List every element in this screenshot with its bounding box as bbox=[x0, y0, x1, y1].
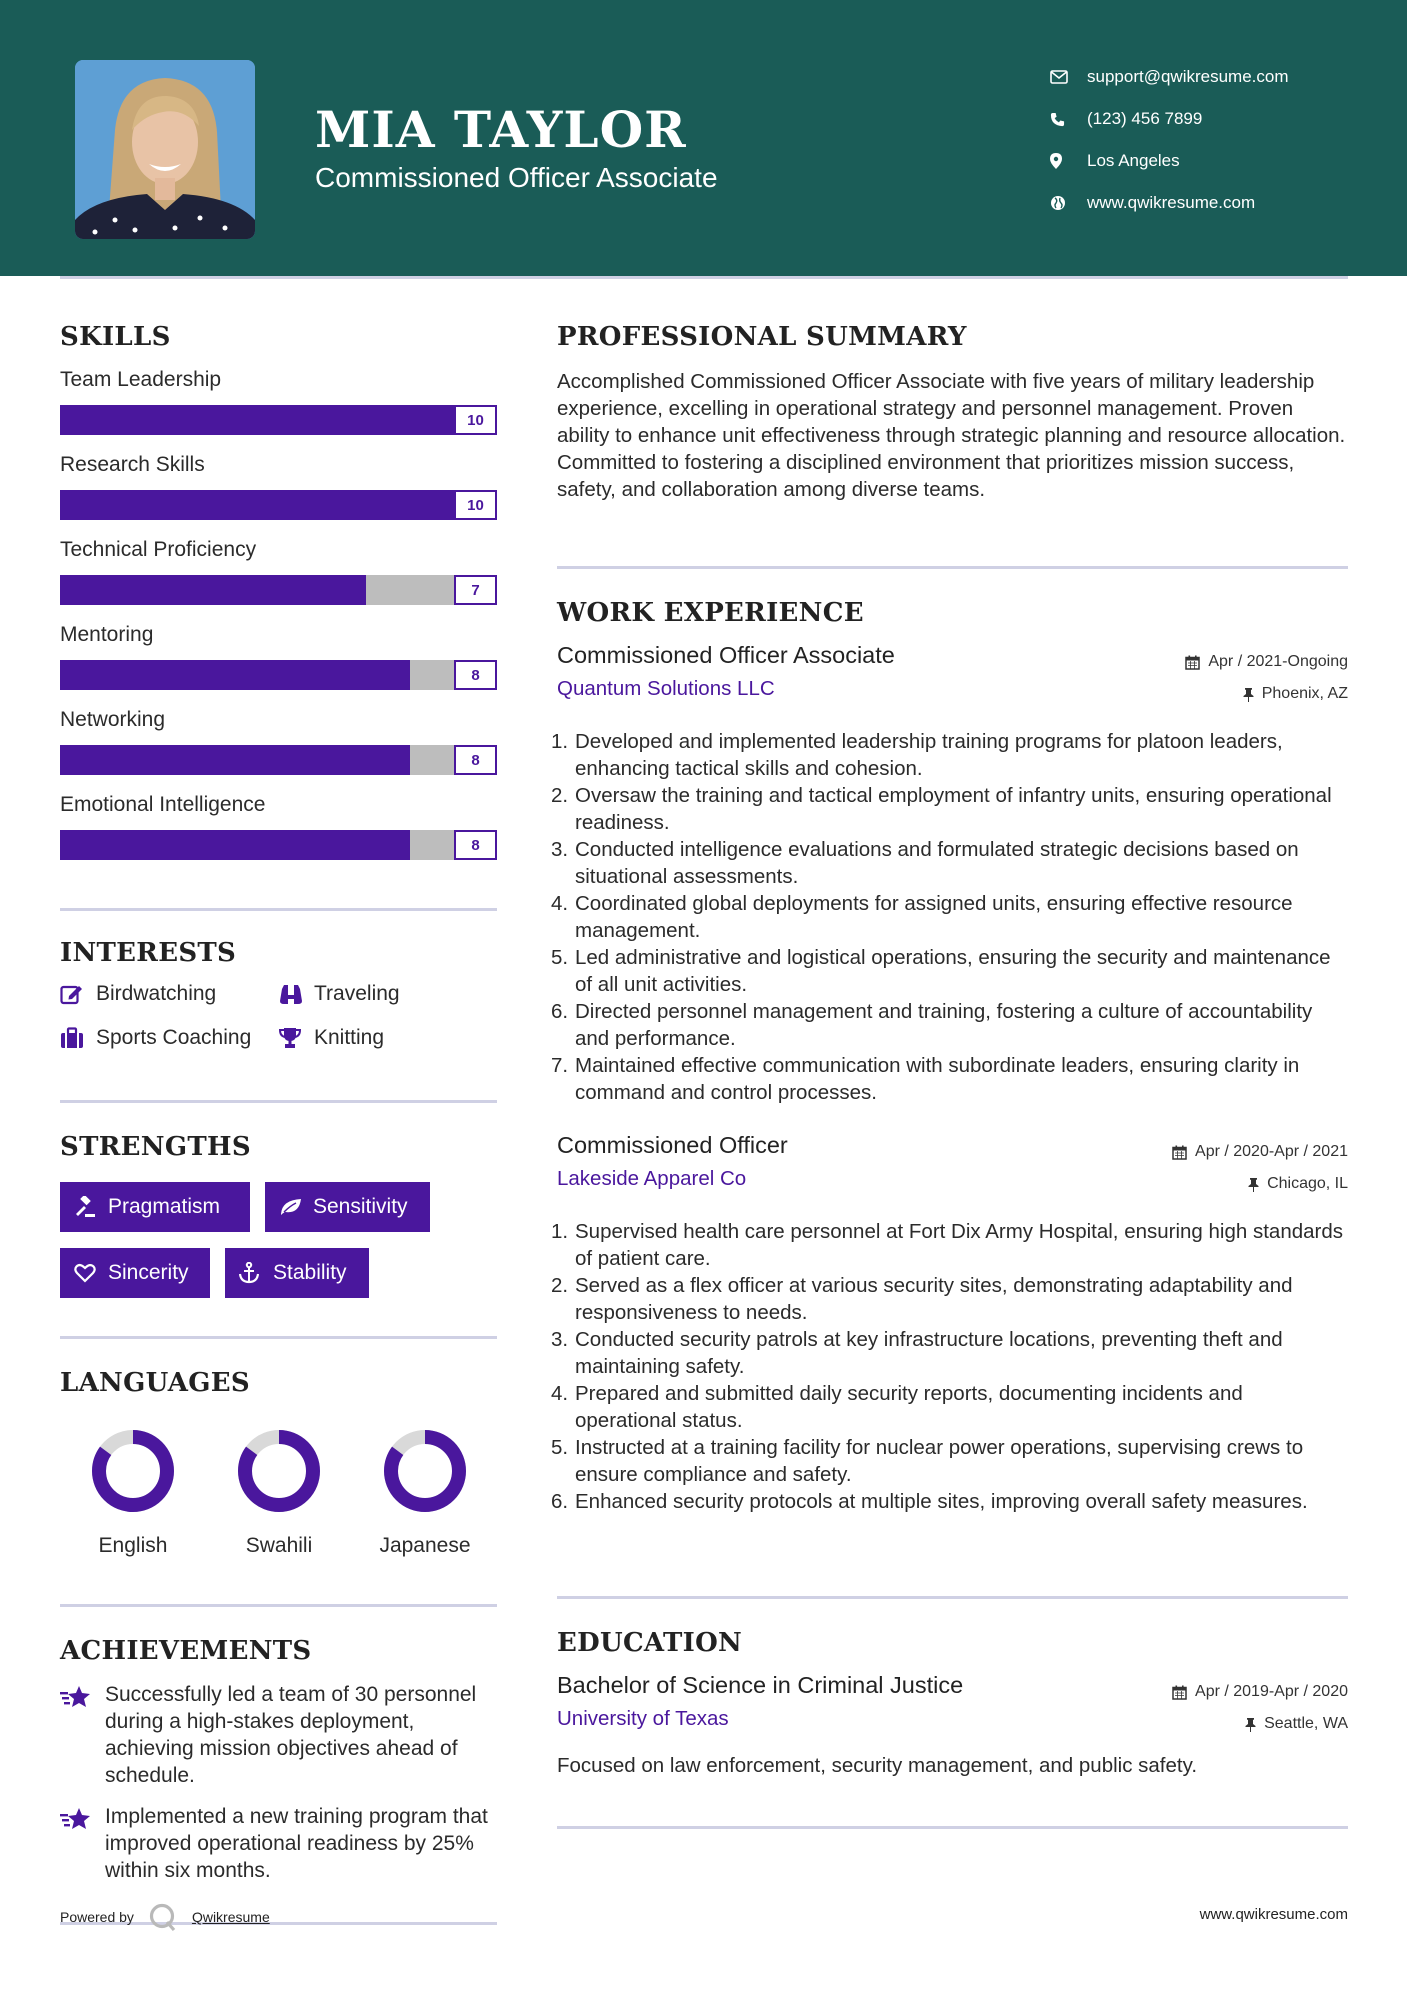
job-entry bbox=[551, 642, 1348, 1106]
skill-level-value: 10 bbox=[454, 405, 497, 435]
phone-icon bbox=[1050, 112, 1087, 127]
duty-number: 2. bbox=[551, 1274, 569, 1297]
duty-text: Enhanced security protocols at multiple sites, improving overall safety measures. bbox=[575, 1490, 1308, 1513]
achievement-text: Successfully led a team of 30 personnel during a high-stakes deployment, achieving mission objectives ahead of schedule. bbox=[105, 1683, 477, 1787]
skill-label: Research Skills bbox=[60, 453, 205, 476]
gavel-icon bbox=[74, 1196, 108, 1218]
duty-text: Led administrative and logistical operations, ensuring the security and maintenance of all unit activities. bbox=[575, 946, 1331, 996]
skill-bar bbox=[60, 405, 497, 435]
footer-url[interactable]: www.qwikresume.com bbox=[1199, 1906, 1348, 1923]
skill-bar-fill bbox=[60, 745, 410, 775]
job-company: Quantum Solutions LLC bbox=[557, 677, 775, 700]
qwikresume-logo-icon bbox=[148, 1902, 178, 1932]
duty-number: 3. bbox=[551, 838, 569, 861]
candidate-title: Commissioned Officer Associate bbox=[315, 162, 718, 193]
contact-location bbox=[1050, 140, 1370, 182]
duty-text: Conducted intelligence evaluations and formulated strategic decisions based on situational assessments. bbox=[575, 838, 1299, 888]
duty-item bbox=[551, 1218, 1348, 1272]
skill-bar-fill bbox=[60, 660, 410, 690]
skill-bar-fill bbox=[60, 575, 366, 605]
summary-heading: PROFESSIONAL SUMMARY bbox=[557, 322, 967, 352]
trophy-icon bbox=[278, 1027, 314, 1049]
duty-number: 5. bbox=[551, 946, 569, 969]
interests-heading: INTERESTS bbox=[60, 938, 237, 968]
language-item bbox=[352, 1426, 498, 1558]
language-label: English bbox=[98, 1534, 168, 1557]
powered-by-label: Powered by bbox=[60, 1909, 134, 1925]
duty-text: Supervised health care personnel at Fort Dix Army Hospital, ensuring high standards of patient care. bbox=[575, 1220, 1344, 1270]
duty-item bbox=[551, 728, 1348, 782]
duty-text: Developed and implemented leadership training programs for platoon leaders, enhancing tactical skills and cohesion. bbox=[575, 730, 1283, 780]
job-meta bbox=[1172, 1136, 1348, 1200]
envelope-icon bbox=[1050, 70, 1087, 84]
star-badge-icon bbox=[60, 1803, 105, 1884]
duty-text: Maintained effective communication with subordinate leaders, ensuring clarity in command and control processes. bbox=[575, 1054, 1300, 1104]
language-donut bbox=[380, 1426, 470, 1516]
education-dates: Apr / 2019-Apr / 2020 bbox=[1195, 1683, 1348, 1700]
skill-label: Networking bbox=[60, 708, 166, 731]
strength-tag bbox=[60, 1248, 210, 1298]
duty-item bbox=[551, 1488, 1348, 1515]
footer-powered-by bbox=[60, 1902, 270, 1932]
language-label: Japanese bbox=[379, 1534, 471, 1557]
summary-divider bbox=[557, 566, 1348, 569]
interest-item bbox=[278, 982, 400, 1006]
skill-bar-fill bbox=[60, 830, 410, 860]
briefcase-icon bbox=[60, 1027, 96, 1049]
pushpin-icon bbox=[1248, 1177, 1259, 1192]
interest-item bbox=[60, 1026, 251, 1050]
language-donut bbox=[88, 1426, 178, 1516]
skill-label: Technical Proficiency bbox=[60, 538, 257, 561]
skills-divider bbox=[60, 908, 497, 911]
interest-item bbox=[60, 982, 216, 1006]
skills-heading: SKILLS bbox=[60, 322, 171, 352]
profile-photo bbox=[75, 60, 255, 239]
duty-item bbox=[551, 1434, 1348, 1488]
strength-label: Sensitivity bbox=[313, 1195, 408, 1218]
education-school: University of Texas bbox=[557, 1707, 729, 1730]
candidate-name: MIA TAYLOR bbox=[315, 100, 687, 159]
duty-number: 1. bbox=[551, 1220, 569, 1243]
contact-email[interactable] bbox=[1050, 56, 1370, 98]
duty-text: Prepared and submitted daily security reports, documenting incidents and operational status. bbox=[575, 1382, 1243, 1432]
contact-list bbox=[1050, 56, 1370, 224]
duty-item bbox=[551, 998, 1348, 1052]
leaf-icon bbox=[279, 1197, 313, 1217]
skill-level-value: 8 bbox=[454, 745, 497, 775]
language-label: Swahili bbox=[245, 1534, 313, 1557]
achievements-heading: ACHIEVEMENTS bbox=[60, 1636, 312, 1666]
duty-item bbox=[551, 944, 1348, 998]
contact-phone-text: (123) 456 7899 bbox=[1087, 109, 1203, 128]
duty-number: 2. bbox=[551, 784, 569, 807]
interest-label: Birdwatching bbox=[96, 982, 217, 1005]
duty-text: Coordinated global deployments for assigned units, ensuring effective resource management. bbox=[575, 892, 1293, 942]
strengths-divider bbox=[60, 1336, 497, 1339]
duty-text: Served as a flex officer at various security sites, demonstrating adaptability and responsiveness to needs. bbox=[575, 1274, 1293, 1324]
language-donut bbox=[234, 1426, 324, 1516]
experience-heading: WORK EXPERIENCE bbox=[557, 598, 864, 628]
skill-level-value: 8 bbox=[454, 830, 497, 860]
calendar-icon bbox=[1185, 655, 1200, 670]
strength-label: Stability bbox=[273, 1261, 347, 1284]
skill-bar-fill bbox=[60, 405, 497, 435]
education-meta bbox=[1172, 1676, 1348, 1740]
duty-item bbox=[551, 1326, 1348, 1380]
skill-bar bbox=[60, 490, 497, 520]
achievement-text: Implemented a new training program that improved operational readiness by 25% within six months. bbox=[105, 1805, 488, 1882]
languages-divider bbox=[60, 1604, 497, 1607]
interests-divider bbox=[60, 1100, 497, 1103]
contact-location-text: Los Angeles bbox=[1087, 151, 1180, 170]
job-location: Chicago, IL bbox=[1267, 1175, 1348, 1192]
pushpin-icon bbox=[1245, 1717, 1256, 1732]
duty-number: 1. bbox=[551, 730, 569, 753]
skill-bar-fill bbox=[60, 490, 497, 520]
achievement-item bbox=[60, 1803, 497, 1884]
job-duties bbox=[551, 728, 1348, 1106]
skill-label: Team Leadership bbox=[60, 368, 222, 391]
header-divider bbox=[60, 276, 1348, 279]
job-duties bbox=[551, 1218, 1348, 1515]
education-entry bbox=[557, 1672, 1348, 1779]
contact-phone[interactable] bbox=[1050, 98, 1370, 140]
education-divider bbox=[557, 1826, 1348, 1829]
languages-heading: LANGUAGES bbox=[60, 1368, 250, 1398]
job-entry bbox=[551, 1132, 1348, 1515]
achievement-item bbox=[60, 1681, 497, 1789]
duty-item bbox=[551, 836, 1348, 890]
resume-header bbox=[0, 0, 1407, 276]
skill-label: Emotional Intelligence bbox=[60, 793, 266, 816]
duty-number: 7. bbox=[551, 1054, 569, 1077]
summary-text: Accomplished Commissioned Officer Associate with five years of military leadership experience, excelling in operational strategy and personnel management. Proven ability to enhance unit effectiveness through strategic planning and resource allocation. Committed to fostering a disciplined environment that prioritizes mission success, safety, and collaboration among diverse teams. bbox=[557, 370, 1346, 501]
education-header bbox=[557, 1672, 1348, 1734]
job-company: Lakeside Apparel Co bbox=[557, 1167, 747, 1190]
skill-level-value: 10 bbox=[454, 490, 497, 520]
education-location: Seattle, WA bbox=[1264, 1715, 1348, 1732]
job-role: Commissioned Officer bbox=[557, 1132, 788, 1158]
strength-label: Pragmatism bbox=[108, 1195, 221, 1218]
job-role: Commissioned Officer Associate bbox=[557, 642, 895, 668]
strength-tag bbox=[265, 1182, 430, 1232]
skill-level-value: 8 bbox=[454, 660, 497, 690]
duty-number: 4. bbox=[551, 1382, 569, 1405]
interest-item bbox=[278, 1026, 384, 1050]
experience-divider bbox=[557, 1596, 1348, 1599]
strength-tag bbox=[225, 1248, 369, 1298]
strength-label: Sincerity bbox=[108, 1261, 189, 1284]
globe-icon bbox=[1050, 195, 1087, 211]
pencil-square-icon bbox=[60, 983, 96, 1005]
calendar-icon bbox=[1172, 1145, 1187, 1160]
duty-item bbox=[551, 890, 1348, 944]
pushpin-icon bbox=[1243, 687, 1254, 702]
duty-text: Oversaw the training and tactical employment of infantry units, ensuring operational readiness. bbox=[575, 784, 1332, 834]
language-item bbox=[60, 1426, 206, 1558]
duty-item bbox=[551, 1380, 1348, 1434]
duty-number: 3. bbox=[551, 1328, 569, 1351]
qwikresume-link[interactable]: Qwikresume bbox=[191, 1909, 270, 1925]
education-degree: Bachelor of Science in Criminal Justice bbox=[557, 1672, 964, 1698]
duty-text: Instructed at a training facility for nuclear power operations, supervising crews to ensure compliance and safety. bbox=[575, 1436, 1304, 1486]
duty-item bbox=[551, 782, 1348, 836]
skill-bar bbox=[60, 575, 497, 605]
job-header bbox=[557, 1132, 1348, 1194]
duty-item bbox=[551, 1272, 1348, 1326]
skill-bar bbox=[60, 745, 497, 775]
education-description: Focused on law enforcement, security management, and public safety. bbox=[557, 1754, 1198, 1777]
contact-email-text: support@qwikresume.com bbox=[1087, 67, 1289, 86]
skill-bar bbox=[60, 830, 497, 860]
interest-label: Sports Coaching bbox=[96, 1026, 252, 1049]
job-header bbox=[557, 642, 1348, 704]
education-heading: EDUCATION bbox=[557, 1628, 743, 1658]
contact-website[interactable] bbox=[1050, 182, 1370, 224]
star-badge-icon bbox=[60, 1681, 105, 1789]
strengths-heading: STRENGTHS bbox=[60, 1132, 251, 1162]
strength-tag bbox=[60, 1182, 250, 1232]
duty-text: Conducted security patrols at key infrastructure locations, preventing theft and maintaining safety. bbox=[575, 1328, 1283, 1378]
duty-number: 5. bbox=[551, 1436, 569, 1459]
skill-bar bbox=[60, 660, 497, 690]
duty-item bbox=[551, 1052, 1348, 1106]
skill-label: Mentoring bbox=[60, 623, 154, 646]
duty-number: 6. bbox=[551, 1490, 569, 1513]
job-dates: Apr / 2020-Apr / 2021 bbox=[1195, 1143, 1348, 1160]
binoculars-icon bbox=[278, 983, 314, 1005]
job-location: Phoenix, AZ bbox=[1261, 685, 1348, 702]
interest-label: Knitting bbox=[314, 1026, 385, 1049]
heart-icon bbox=[74, 1263, 108, 1283]
job-meta bbox=[1185, 646, 1348, 710]
anchor-icon bbox=[239, 1262, 273, 1284]
calendar-icon bbox=[1172, 1685, 1187, 1700]
duty-text: Directed personnel management and training, fostering a culture of accountability and performance. bbox=[575, 1000, 1313, 1050]
map-pin-icon bbox=[1050, 153, 1087, 169]
language-item bbox=[206, 1426, 352, 1558]
interest-label: Traveling bbox=[314, 982, 400, 1005]
job-dates: Apr / 2021-Ongoing bbox=[1208, 653, 1348, 670]
duty-number: 4. bbox=[551, 892, 569, 915]
skill-level-value: 7 bbox=[454, 575, 497, 605]
duty-number: 6. bbox=[551, 1000, 569, 1023]
languages-list bbox=[60, 1426, 497, 1557]
contact-website-text: www.qwikresume.com bbox=[1087, 193, 1256, 212]
